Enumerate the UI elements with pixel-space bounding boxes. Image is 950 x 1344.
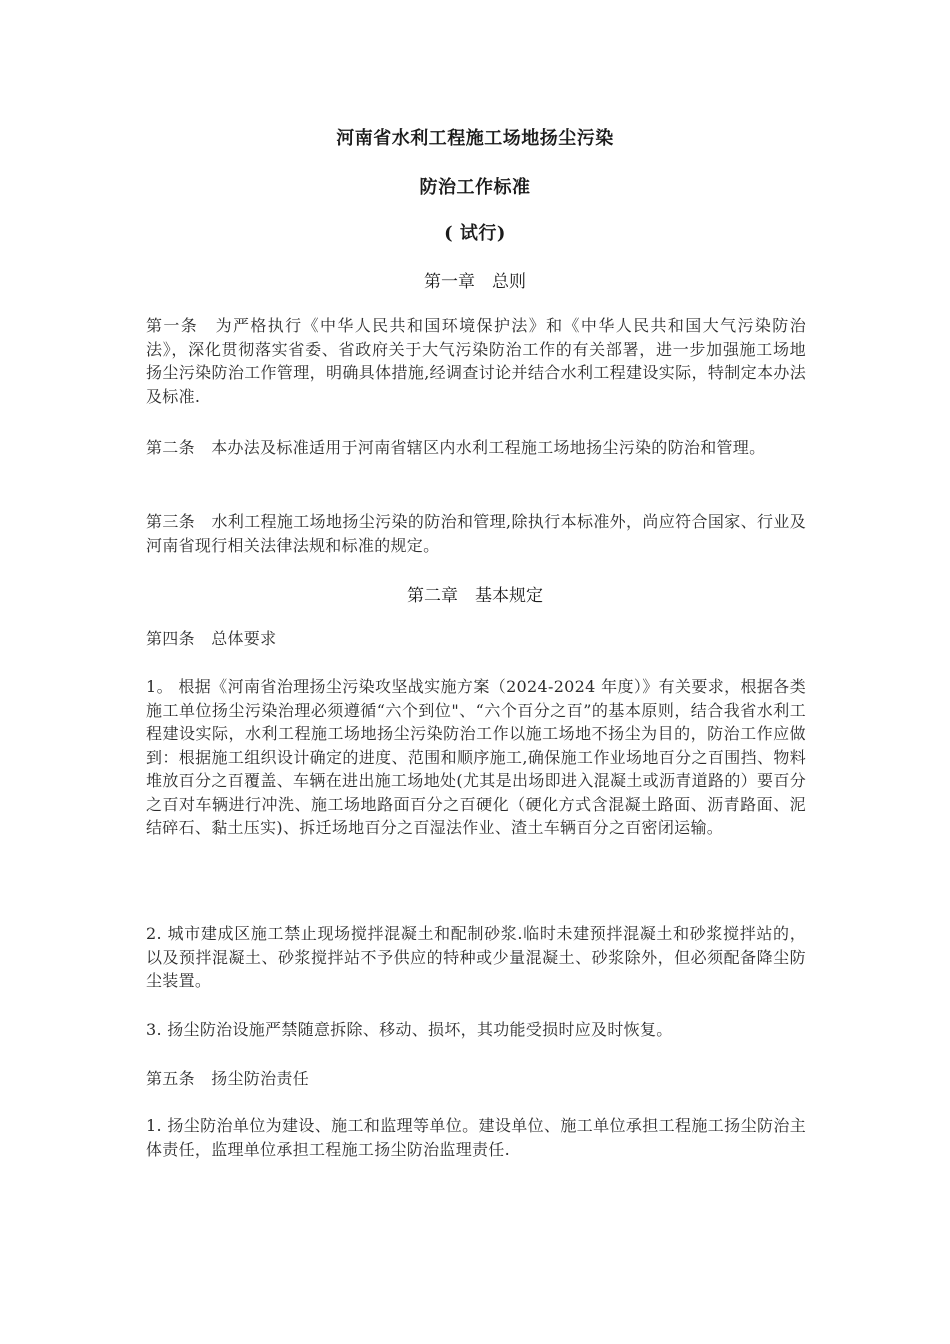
article-4-item-3: 3. 扬尘防治设施严禁随意拆除、移动、损坏，其功能受损时应及时恢复。 (146, 1020, 673, 1039)
article-4-item-2: 2. 城市建成区施工禁止现场搅拌混凝土和配制砂浆.临时未建预拌混凝土和砂浆搅拌站的，以及预拌混凝土、砂浆搅拌站不予供应的特种或少量混凝土、砂浆除外，但必须配备降尘防尘装置。 (146, 924, 806, 990)
chapter-1-heading: 第一章 总则 (424, 272, 526, 292)
article-1: 第一条 为严格执行《中华人民共和国环境保护法》和《中华人民共和国大气污染防治法》，深化贯彻落实省委、省政府关于大气污染防治工作的有关部署，进一步加强施工场地扬尘污染防治工作管理，明确具体措施,经调查讨论并结合水利工程建设实际，特制定本办法及标准. (146, 316, 806, 406)
article-3: 第三条 水利工程施工场地扬尘污染的防治和管理,除执行本标准外，尚应符合国家、行业及河南省现行相关法律法规和标准的规定。 (146, 512, 806, 555)
article-5-item-1: 1. 扬尘防治单位为建设、施工和监理等单位。建设单位、施工单位承担工程施工扬尘防治主体责任，监理单位承担工程施工扬尘防治监理责任. (146, 1116, 806, 1159)
article-4-heading: 第四条 总体要求 (146, 629, 277, 648)
article-2: 第二条 本办法及标准适用于河南省辖区内水利工程施工场地扬尘污染的防治和管理。 (146, 438, 766, 457)
chapter-2-heading: 第二章 基本规定 (407, 586, 543, 606)
article-4-item-1: 1。 根据《河南省治理扬尘污染攻坚战实施方案（2024-2024 年度）》有关要求，根据各类施工单位扬尘污染治理必须遵循“六个到位"、“六个百分之百”的基本原则，结合我省水利工程建设实际，水利工程施工场地扬尘污染防治工作以施工场地不扬尘为目的，防治工作应做到：根据施工组织设计确定的进度、范围和顺序施工,确保施工作业场地百分之百围挡、物料堆放百分之百覆盖、车辆在进出施工场地处(尤其是出场即进入混凝土或沥青道路的）要百分之百对车辆进行冲洗、施工场地路面百分之百硬化（硬化方式含混凝土路面、沥青路面、泥结碎石、黏土压实)、拆迁场地百分之百湿法作业、渣土车辆百分之百密闭运输。 (146, 677, 806, 837)
document-title-line-1: 河南省水利工程施工场地扬尘污染 (336, 128, 614, 149)
document-title-line-3: ( 试行) (444, 223, 506, 244)
document-title-line-2: 防治工作标准 (419, 177, 531, 198)
article-5-heading: 第五条 扬尘防治责任 (146, 1069, 310, 1088)
